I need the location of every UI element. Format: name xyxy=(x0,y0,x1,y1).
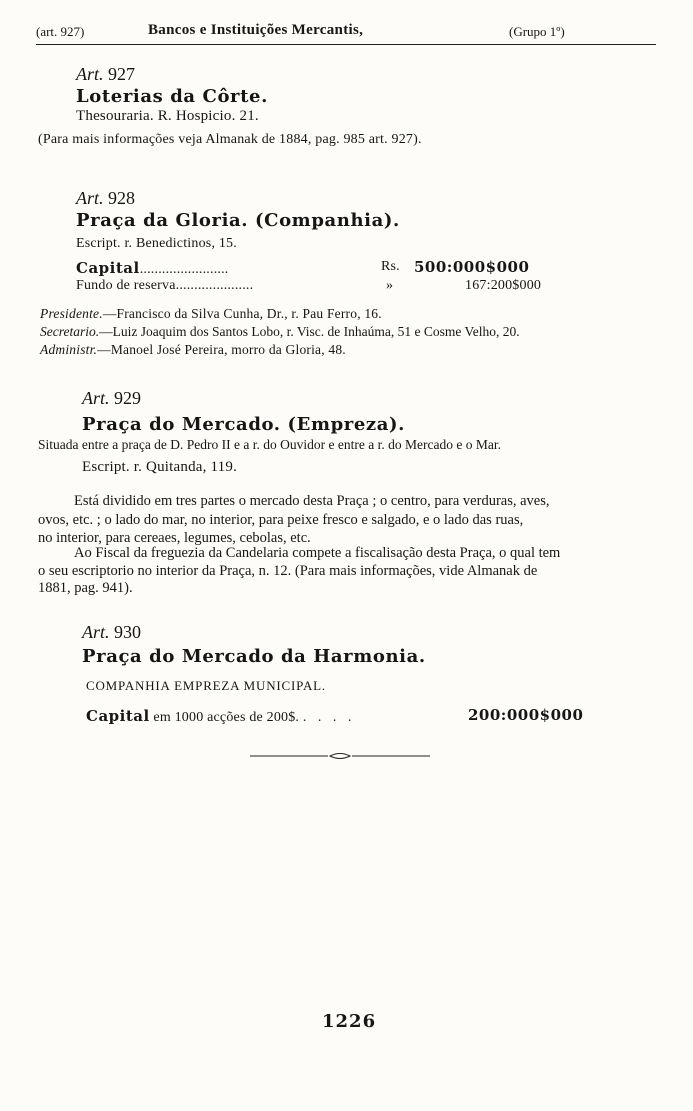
officer-presidente xyxy=(40,306,382,322)
paragraph-line: o seu escriptorio no interior da Praça, n. 12. (Para mais informações, vide Almanak de xyxy=(38,563,538,579)
header-article-ref: (art. 927) xyxy=(36,24,85,39)
article-928-capital-value: 500:000$000 xyxy=(414,258,530,276)
paragraph-line: no interior, para cereaes, legumes, cebolas, etc. xyxy=(38,530,311,546)
paragraph-line: Está dividido em tres partes o mercado desta Praça ; o centro, para verduras, aves, xyxy=(74,493,550,509)
paragraph-line: Ao Fiscal da freguezia da Candelaria compete a fiscalisação desta Praça, o qual tem xyxy=(74,545,561,561)
capital-leader-dots: ........................ xyxy=(139,262,229,277)
ornamental-rule xyxy=(250,750,430,762)
article-927-reference: (Para mais informações veja Almanak de 1884, pag. 985 art. 927). xyxy=(38,132,422,147)
art-number: 929 xyxy=(114,388,142,408)
article-928-reserve-value: 167:200$000 xyxy=(465,278,542,293)
article-928-address: Escript. r. Benedictinos, 15. xyxy=(76,236,237,251)
officer-details: —Francisco da Silva Cunha, Dr., r. Pau Ferro, 16. xyxy=(102,306,382,321)
art-number: 928 xyxy=(108,188,136,208)
art-prefix: Art. xyxy=(76,64,104,84)
article-928-reserve-currency: » xyxy=(386,278,394,293)
article-928-capital-currency: Rs. xyxy=(381,259,400,274)
officer-details: —Manoel José Pereira, morro da Gloria, 48. xyxy=(97,342,346,357)
article-930-capital-row xyxy=(86,707,355,726)
article-927-address: Thesouraria. R. Hospicio. 21. xyxy=(76,108,259,124)
page-number: 1226 xyxy=(322,1011,377,1032)
officer-role: Presidente. xyxy=(40,306,103,321)
header-group: (Grupo 1º) xyxy=(509,24,565,39)
running-header xyxy=(36,22,656,45)
article-927-label xyxy=(76,64,135,85)
article-929-address: Escript. r. Quitanda, 119. xyxy=(82,459,238,475)
reserve-leader-dots: ..................... xyxy=(175,278,254,293)
capital-label: Capital xyxy=(76,259,140,277)
article-930-company: COMPANHIA EMPREZA MUNICIPAL. xyxy=(86,678,326,693)
reserve-label: Fundo de reserva xyxy=(76,278,176,293)
officer-details: —Luiz Joaquim dos Santos Lobo, r. Visc. de Inhaúma, 51 e Cosme Velho, 20. xyxy=(99,324,520,339)
article-928-heading: Praça da Gloria. (Companhia). xyxy=(76,210,400,231)
article-928-label xyxy=(76,188,135,209)
header-section-title: Bancos e Instituições Mercantis, xyxy=(148,22,364,38)
article-930-heading: Praça do Mercado da Harmonia. xyxy=(82,646,426,667)
capital-label: Capital xyxy=(86,707,150,725)
officer-secretario xyxy=(40,324,520,340)
art-prefix: Art. xyxy=(76,188,104,208)
art-number: 927 xyxy=(108,64,136,84)
officer-administrador xyxy=(40,342,346,358)
article-930-capital-value: 200:000$000 xyxy=(468,706,584,724)
article-929-label xyxy=(82,388,141,409)
article-930-label xyxy=(82,622,141,643)
article-929-situation: Situada entre a praça de D. Pedro II e a r. do Ouvidor e entre a r. do Mercado e o Mar. xyxy=(38,437,501,452)
art-number: 930 xyxy=(114,622,142,642)
art-prefix: Art. xyxy=(82,388,110,408)
officer-role: Secretario. xyxy=(40,324,100,339)
paragraph-line: 1881, pag. 941). xyxy=(38,580,133,596)
capital-terms: em 1000 acções de 200$. xyxy=(153,710,300,725)
art-prefix: Art. xyxy=(82,622,110,642)
paragraph-line: ovos, etc. ; o lado do mar, no interior, para peixe fresco e salgado, e o lado das ruas, xyxy=(38,512,524,528)
article-928-capital-row xyxy=(76,259,229,278)
article-929-heading: Praça do Mercado. (Empreza). xyxy=(82,414,405,435)
officer-role: Administr. xyxy=(40,342,98,357)
capital-leader-dots: . . . . xyxy=(302,710,356,725)
article-928-reserve-row xyxy=(76,278,253,294)
rule-center-ornament xyxy=(330,754,350,759)
article-927-heading: Loterias da Côrte. xyxy=(76,86,268,107)
